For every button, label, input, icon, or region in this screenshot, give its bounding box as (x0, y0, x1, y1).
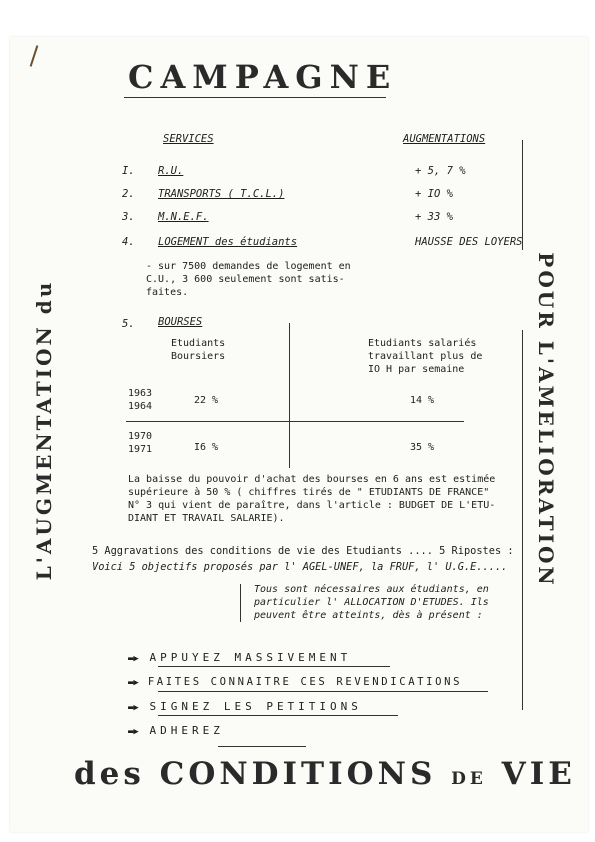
logement-note: - sur 7500 demandes de logement en C.U., 3 600 seulement sont satis- faites. (146, 261, 351, 298)
action-item: ▬▶ SIGNEZ LES PETITIONS (128, 700, 362, 713)
service-value: + IO % (415, 188, 453, 200)
bottom-rule (218, 746, 306, 747)
title: CAMPAGNE (128, 58, 398, 96)
service-name: M.N.E.F. (158, 211, 209, 223)
bourses-years: 1963 1964 (128, 388, 153, 412)
side-text-right: POUR L'AMELIORATION (534, 252, 558, 588)
bourses-value-boursiers: 22 % (194, 395, 219, 406)
service-num: 2. (122, 188, 135, 200)
aggravations-line: 5 Aggravations des conditions de vie des Etudiants .... 5 Ripostes : (92, 545, 514, 557)
action-item: ▬▶ APPUYEZ MASSIVEMENT (128, 651, 352, 664)
service-name: TRANSPORTS ( T.C.L.) (158, 188, 285, 200)
arrow-icon: ▬▶ (128, 678, 139, 688)
bourses-value-boursiers: I6 % (194, 442, 219, 453)
service-num: 3. (122, 211, 135, 223)
bourses-value-salaries: 14 % (410, 395, 435, 406)
table-vertical-line (289, 323, 290, 468)
action-item: ▬▶ FAITES CONNAITRE CES REVENDICATIONS (128, 676, 463, 688)
header-services: SERVICES (163, 133, 214, 145)
side-rule-right-top (522, 140, 523, 250)
table-horizontal-line (126, 421, 464, 422)
bourses-label: BOURSES (158, 316, 203, 328)
arrow-icon: ▬▶ (128, 703, 139, 713)
objectifs-line: Voici 5 objectifs proposés par l' AGEL-UNEF, la FRUF, l' U.G.E..... (92, 561, 508, 573)
service-value: + 5, 7 % (415, 165, 466, 177)
bourses-value-salaries: 35 % (410, 442, 435, 453)
side-text-left: L'AUGMENTATION du (32, 279, 56, 581)
arrow-icon: ▬▶ (128, 654, 139, 664)
header-augmentations: AUGMENTATIONS (403, 133, 486, 145)
service-value: HAUSSE DES LOYERS (415, 236, 523, 248)
service-name: R.U. (158, 165, 184, 177)
service-name: LOGEMENT des étudiants (158, 236, 298, 248)
arrow-icon: ▬▶ (128, 727, 139, 737)
bracket-line (240, 584, 243, 622)
bourses-paragraph: La baisse du pouvoir d'achat des bourses en 6 ans est estimée supérieure à 50 % ( chiffres tirés de " ETUDIANTS DE FRANCE" N° 3 qui vient de paraître, dans l'article : BUDGET DE L'ETU- DIANT ET TRAVAIL SALARIE). (128, 474, 496, 524)
action-underline (158, 666, 390, 667)
side-rule-right-bottom (522, 330, 523, 710)
bourses-num: 5. (122, 318, 135, 330)
bourses-years: 1970 1971 (128, 431, 153, 455)
service-num: 4. (122, 236, 135, 248)
bottom-title: des CONDITIONS DE VIE (74, 756, 576, 792)
necessaires-text: Tous sont nécessaires aux étudiants, en particulier l' ALLOCATION D'ETUDES. Ils peuvent être atteints, dès à présent : (254, 584, 489, 621)
action-underline (158, 691, 488, 692)
service-num: I. (122, 165, 135, 177)
bourses-col1-header: Etudiants Boursiers (171, 338, 226, 362)
action-underline (158, 715, 398, 716)
bourses-col2-header: Etudiants salariés travaillant plus de IO H par semaine (368, 338, 483, 375)
action-item: ▬▶ ADHEREZ (128, 724, 224, 737)
title-underline (124, 97, 386, 98)
service-value: + 33 % (415, 211, 453, 223)
